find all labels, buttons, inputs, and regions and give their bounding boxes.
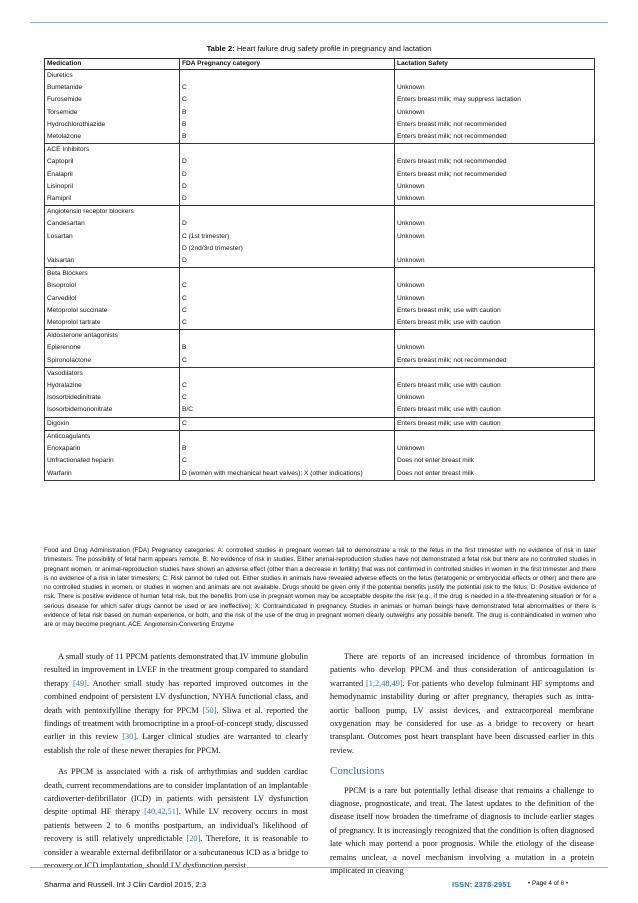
- text-span: . Another small study has reported improved outcomes in the combined endpoint of persistent LV dysfunction, NYHA functional class, and death with pentoxifylline therapy for PPCM: [44, 678, 308, 715]
- medication-cell: Losartan: [45, 231, 180, 243]
- group-label: Diuretics: [45, 70, 180, 83]
- table-row: [45, 82, 595, 94]
- table-cell-empty: [395, 70, 595, 83]
- group-label: Beta Blockers: [45, 268, 180, 281]
- lactation-cell: Unknown: [395, 443, 595, 455]
- fda-category-cell: C: [180, 417, 395, 430]
- top-rule: [30, 22, 608, 23]
- table-caption-label: Table 2:: [206, 44, 235, 53]
- text-span: . While LV recovery occurs in most patients between 2 to 6 months postpartum, an individual's likelihood of recovery is still relatively unpredictable: [44, 807, 308, 844]
- fda-category-cell: C: [180, 305, 395, 317]
- fda-category-cell: D: [180, 156, 395, 168]
- text-span: A small study of 11 PPCM patients demonstrated that IV immune globulin resulted in improvement in LVEF in the treatment group compared to standard therapy: [44, 652, 308, 688]
- citation-link[interactable]: [40,42,51]: [144, 807, 179, 817]
- table-cell-empty: [395, 206, 595, 219]
- fda-category-cell: C: [180, 82, 395, 94]
- paragraph: PPCM is a rare but potentially lethal disease that remains a challenge to diagnose, prognosticate, and treat. The latest updates to the definition of the disease itself now broaden the timeframe of diagnosis to include earlier stages of pregnancy. It is increasingly recognized that the condition is often diagnosed late which may portend a poor prognosis. While the etiology of the disease remains unclear, a novel mechanism involving a mutation in a protein implicated in cleaving: [330, 785, 594, 876]
- fda-category-cell: C: [180, 293, 395, 305]
- lactation-cell: Unknown: [395, 218, 595, 230]
- table-row: [45, 280, 595, 292]
- lactation-cell: [395, 243, 595, 255]
- lactation-cell: Unknown: [395, 392, 595, 404]
- fda-category-cell: D: [180, 169, 395, 181]
- table-row: [45, 107, 595, 119]
- table-row: [45, 293, 595, 305]
- table-cell-empty: [395, 144, 595, 157]
- table-row: [45, 193, 595, 206]
- table-row: [45, 317, 595, 330]
- table-cell-empty: [180, 268, 395, 281]
- citation-link[interactable]: [30]: [122, 732, 137, 742]
- citation-link[interactable]: [1,2,48,49]: [365, 678, 403, 688]
- medication-cell: Isosorbidedinitrate: [45, 392, 180, 404]
- lactation-cell: Unknown: [395, 107, 595, 119]
- lactation-cell: Enters breast milk; use with caution: [395, 317, 595, 330]
- medication-cell: Isosorbidemononitrate: [45, 404, 180, 417]
- table-row: [45, 156, 595, 168]
- fda-category-cell: C: [180, 355, 395, 368]
- medication-cell: Enoxaparin: [45, 443, 180, 455]
- table-row: [45, 243, 595, 255]
- table-row: [45, 119, 595, 131]
- text-span: As PPCM is associated with a risk of arrhythmias and sudden cardiac death, current recommendations are to consider implantation of an implantable cardioverter-defibrillator (ICD) in patients with persistent LV dysfunction despite optimal HF therapy: [44, 767, 308, 817]
- lactation-cell: Enters breast milk; not recommended: [395, 131, 595, 144]
- group-label: Angiotensin receptor blockers: [45, 206, 180, 219]
- lactation-cell: Enters breast milk; use with caution: [395, 417, 595, 430]
- table-row: [45, 455, 595, 467]
- fda-category-cell: D: [180, 218, 395, 230]
- medication-cell: Digoxin: [45, 417, 180, 430]
- medication-cell: Enalapril: [45, 169, 180, 181]
- fda-category-cell: B: [180, 119, 395, 131]
- medication-cell: Carvedilol: [45, 293, 180, 305]
- table-group-row: [45, 367, 595, 380]
- header-medication: Medication: [45, 59, 180, 70]
- drug-safety-table: [44, 58, 595, 481]
- right-text-column: [330, 650, 594, 878]
- footer-citation: Sharma and Russell. Int J Clin Cardiol 2015, 2:3: [44, 880, 207, 889]
- medication-cell: Unfractionated heparin: [45, 455, 180, 467]
- text-span: . Sliwa et al. reported the findings of treatment with bromocriptine in a proof-of-concept study, discussed earlier in this review: [44, 705, 308, 742]
- lactation-cell: Unknown: [395, 280, 595, 292]
- lactation-cell: Unknown: [395, 193, 595, 206]
- fda-category-cell: B: [180, 107, 395, 119]
- lactation-cell: Enters breast milk; not recommended: [395, 119, 595, 131]
- medication-cell: Eplerenone: [45, 342, 180, 354]
- table-row: [45, 305, 595, 317]
- table-row: [45, 94, 595, 106]
- medication-cell: Hydralazine: [45, 380, 180, 392]
- fda-category-cell: D (women with mechanical heart valves); X (other indications): [180, 468, 395, 481]
- medication-cell: Bumetanide: [45, 82, 180, 94]
- medication-cell: Lisinopril: [45, 181, 180, 193]
- bottom-rule: [30, 867, 608, 868]
- fda-category-cell: C: [180, 94, 395, 106]
- group-label: Aldosterone antagonists: [45, 330, 180, 343]
- table-header-row: [45, 59, 595, 70]
- lactation-cell: Unknown: [395, 293, 595, 305]
- fda-category-cell: B/C: [180, 404, 395, 417]
- lactation-cell: Enters breast milk; not recommended: [395, 169, 595, 181]
- lactation-cell: Unknown: [395, 342, 595, 354]
- medication-cell: Bisoprolol: [45, 280, 180, 292]
- text-span: . Therefore, it is reasonable to consider a wearable external defibrillator or a subcutaneous ICD as a bridge to recovery or ICD implantation, should LV dysfunction persist.: [44, 834, 308, 871]
- group-label: Vasodilators: [45, 367, 180, 380]
- section-heading-conclusions: Conclusions: [330, 765, 385, 778]
- group-label: Anticoagulants: [45, 430, 180, 443]
- table-cell-empty: [180, 367, 395, 380]
- table-footnote: Food and Drug Administration (FDA) Pregnancy categories: A: controlled studies in pregnant women fail to demonstrate a risk to the fetus in the first trimester with no evidence of risk in later trimesters. The possibility of fetal harm appears remote. B: No evidence of risk in studies. Either animal-reproduction studies have not demonstrated a fetal risk but there are no controlled studies in pregnant women, or animal-reproduction studies have shown an adverse effect (other than a decrease in fertility) that was not confirmed in controlled studies in women in the first trimester and there is no evidence of a risk in later trimesters; C: Risk cannot be ruled out. Either studies in animals have revealed adverse effects on the fetus (teratogenic or embryocidal effects or other) and there are no controlled studies in women, or studies in women and animals are not available. Drugs should be given only if the potential benefits justify the potential risk to the fetus; D: Positive evidence of risk. There is positive evidence of human fetal risk, but the benefits from use in pregnant women may be acceptable despite the risk (e.g., if the drug is needed in a life-threatening situation or for a serious disease for which safer drugs cannot be used or are ineffective); X: Contraindicated in pregnancy. Studies in animals or human beings have demonstrated fetal abnormalities or there is evidence of fetal risk based on human experience, or both, and the risk of the use of the drug in pregnant women clearly outweighs any possible benefit. The drug is contraindicated in women who are or may become pregnant. ACE: Angiotensin-Converting Enzyme: [44, 547, 596, 629]
- table-cell-empty: [180, 206, 395, 219]
- fda-category-cell: C (1st trimester): [180, 231, 395, 243]
- footer-issn: ISSN: 2378-2951: [452, 880, 511, 889]
- medication-cell: Candesartan: [45, 218, 180, 230]
- table-cell-empty: [180, 70, 395, 83]
- fda-category-cell: D (2nd/3rd trimester): [180, 243, 395, 255]
- table-cell-empty: [395, 430, 595, 443]
- table-group-row: [45, 430, 595, 443]
- table-row: [45, 231, 595, 243]
- lactation-cell: Enters breast milk; may suppress lactation: [395, 94, 595, 106]
- header-lactation: Lactation Safety: [395, 59, 595, 70]
- lactation-cell: Unknown: [395, 231, 595, 243]
- fda-category-cell: C: [180, 317, 395, 330]
- text-span: . For patients who develop fulminant HF symptoms and hemodynamic instability during or after pregnancy, therapies such as intra-aortic balloon pump, LV assist devices, and extracorporeal membrane oxygenation may be considered for use as a bridge to recovery or heart transplant. Outcomes post heart transplant have been discussed earlier in this review.: [330, 678, 594, 755]
- fda-category-cell: D: [180, 255, 395, 268]
- fda-category-cell: C: [180, 455, 395, 467]
- table-row: [45, 218, 595, 230]
- table-caption-text: Heart failure drug safety profile in pregnancy and lactation: [234, 44, 432, 53]
- table-row: [45, 443, 595, 455]
- fda-category-cell: B: [180, 131, 395, 144]
- table-cell-empty: [180, 430, 395, 443]
- table-row: [45, 131, 595, 144]
- table-group-row: [45, 70, 595, 83]
- lactation-cell: Enters breast milk; use with caution: [395, 404, 595, 417]
- table-row: [45, 169, 595, 181]
- text-span: . Larger clinical studies are warranted to clearly establish the role of these newer therapies for PPCM.: [44, 732, 308, 755]
- lactation-cell: Enters breast milk; not recommended: [395, 355, 595, 368]
- table-cell-empty: [180, 144, 395, 157]
- table-row: [45, 355, 595, 368]
- lactation-cell: Unknown: [395, 82, 595, 94]
- table-cell-empty: [180, 330, 395, 343]
- left-text-column: [44, 650, 308, 873]
- medication-cell: Valsartan: [45, 255, 180, 268]
- text-span: There are reports of an increased incidence of thrombus formation in patients who develop PPCM and thus consideration of anticoagulation is warranted: [330, 652, 594, 688]
- citation-link[interactable]: [50]: [202, 705, 217, 715]
- fda-category-cell: C: [180, 380, 395, 392]
- footer-page-number: • Page 4 of 6 •: [528, 880, 569, 887]
- table-row: [45, 380, 595, 392]
- medication-cell: Metolazone: [45, 131, 180, 144]
- paragraph: [44, 650, 308, 757]
- table-row: [45, 468, 595, 481]
- table-body: [45, 70, 595, 481]
- lactation-cell: Enters breast milk; not recommended: [395, 156, 595, 168]
- lactation-cell: Enters breast milk; use with caution: [395, 380, 595, 392]
- table-group-row: [45, 268, 595, 281]
- table-caption: [0, 44, 638, 53]
- medication-cell: [45, 243, 180, 255]
- fda-category-cell: D: [180, 193, 395, 206]
- medication-cell: Hydrochlorothiazide: [45, 119, 180, 131]
- table-row: [45, 181, 595, 193]
- fda-category-cell: D: [180, 181, 395, 193]
- table-row: [45, 392, 595, 404]
- table-group-row: [45, 206, 595, 219]
- table-group-row: [45, 144, 595, 157]
- lactation-cell: Does not enter breast milk: [395, 455, 595, 467]
- medication-cell: Warfarin: [45, 468, 180, 481]
- medication-cell: Furosemide: [45, 94, 180, 106]
- fda-category-cell: B: [180, 342, 395, 354]
- medication-cell: Torsemide: [45, 107, 180, 119]
- table-row: [45, 255, 595, 268]
- table-cell-empty: [395, 330, 595, 343]
- group-label: ACE Inhibitors: [45, 144, 180, 157]
- fda-category-cell: C: [180, 392, 395, 404]
- table-cell-empty: [395, 268, 595, 281]
- table-group-row: [45, 330, 595, 343]
- lactation-cell: Does not enter breast milk: [395, 468, 595, 481]
- medication-cell: Spironolactone: [45, 355, 180, 368]
- paragraph: [330, 650, 594, 757]
- medication-cell: Captopril: [45, 156, 180, 168]
- fda-category-cell: C: [180, 280, 395, 292]
- medication-cell: Ramipril: [45, 193, 180, 206]
- header-fda-category: FDA Pregnancy category: [180, 59, 395, 70]
- table-row: [45, 404, 595, 417]
- medication-cell: Metoprolol tartrate: [45, 317, 180, 330]
- fda-category-cell: B: [180, 443, 395, 455]
- lactation-cell: Enters breast milk; use with caution: [395, 305, 595, 317]
- paragraph: [44, 765, 308, 872]
- medication-cell: Metoprolol succinate: [45, 305, 180, 317]
- table-cell-empty: [395, 367, 595, 380]
- citation-link[interactable]: [20]: [186, 834, 201, 844]
- lactation-cell: Unknown: [395, 181, 595, 193]
- lactation-cell: Unknown: [395, 255, 595, 268]
- table-row: [45, 342, 595, 354]
- table-row: [45, 417, 595, 430]
- citation-link[interactable]: [49]: [73, 678, 87, 688]
